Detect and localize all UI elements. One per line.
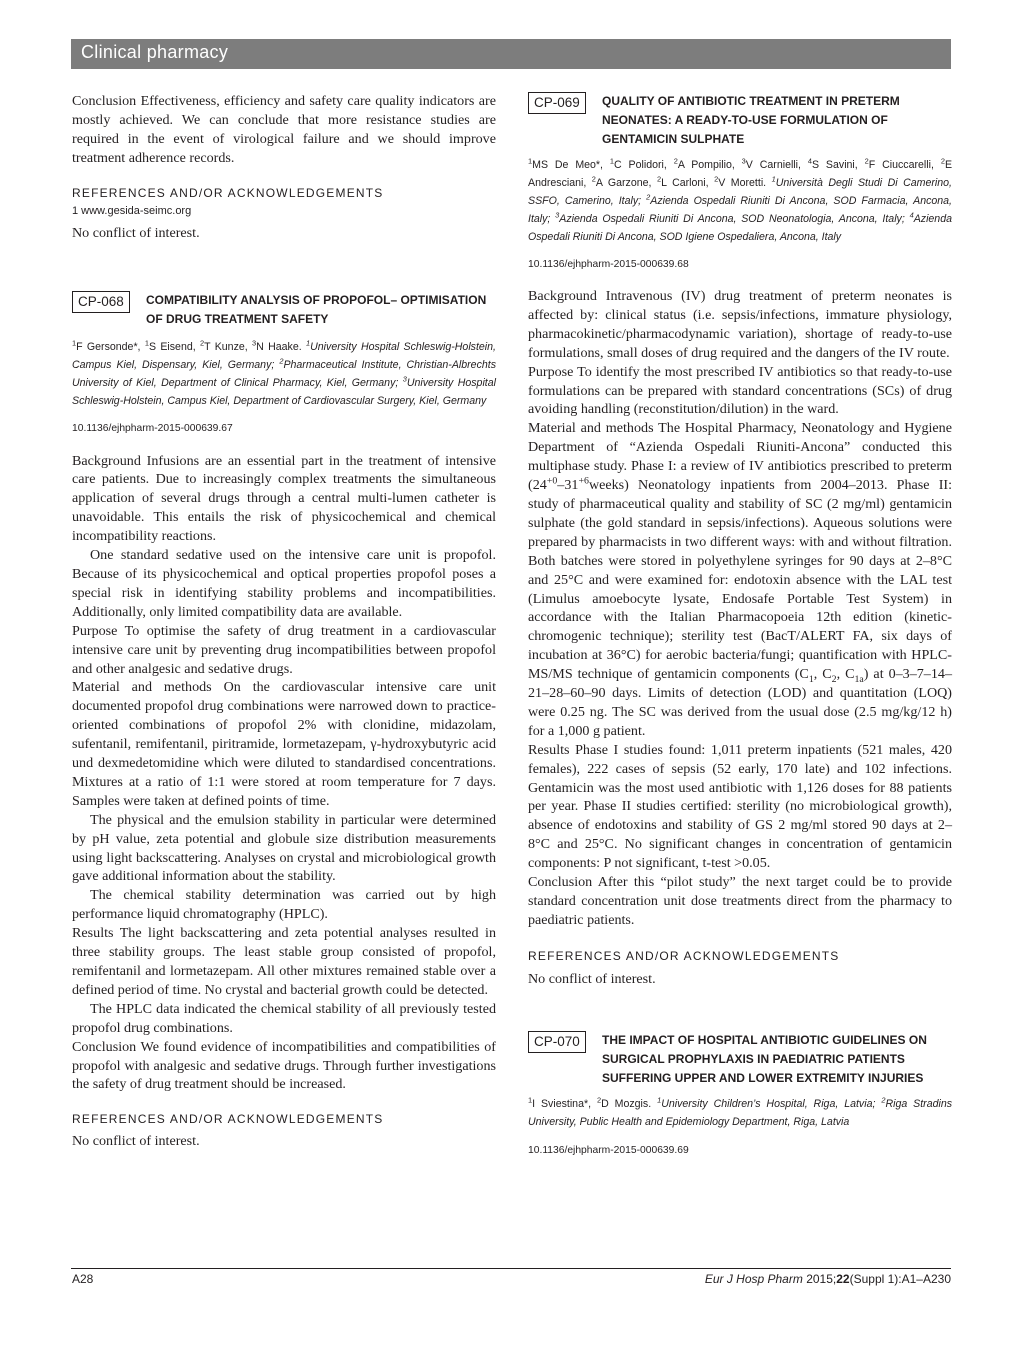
conclusion-lead: Conclusion bbox=[528, 874, 593, 891]
prev-conclusion bbox=[72, 92, 496, 168]
purpose-text: To optimise the safety of drug treatment in a cardiovascular intensive care unit by preventing drug incompatibilities between propofol and other analgesic and sedative drugs. bbox=[72, 622, 496, 677]
conclusion-text: After this “pilot study” the next target could be to provide standard concentration unit dose treatments direct from the pharmacy to paediatric patients. bbox=[528, 874, 953, 928]
references-heading: REFERENCES AND/OR ACKNOWLEDGEMENTS bbox=[72, 1112, 384, 1127]
background-text: Intravenous (IV) drug treatment of preterm neonates is affected by: clinical status (i.e. sepsis/infections, immature physiology, pharmacokinetic/pharmacodynamic variation), shortage of ready-to-use formulations, small doses of drug required and the dangers of the IV route. bbox=[528, 288, 952, 361]
reference-item: 1 www.gesida-seimc.org bbox=[72, 204, 192, 217]
journal-pages: (Suppl 1):A1–A230 bbox=[849, 1272, 951, 1286]
conflict-statement: No conflict of interest. bbox=[72, 224, 200, 241]
journal-year: 2015; bbox=[806, 1272, 837, 1286]
conclusion-lead: Conclusion bbox=[72, 1038, 137, 1055]
section-title: Clinical pharmacy bbox=[81, 42, 229, 62]
conflict-statement: No conflict of interest. bbox=[528, 970, 656, 987]
purpose-text: To identify the most prescribed IV antibiotics so that ready-to-use formulations can be prepared with standard concentrations (SCs) of drug avoiding handling (reconstitution/dilution) in the ward. bbox=[528, 363, 952, 418]
background-lead: Background bbox=[528, 288, 597, 304]
section-header-bar bbox=[71, 39, 951, 69]
references-heading: REFERENCES AND/OR ACKNOWLEDGEMENTS bbox=[528, 948, 840, 963]
journal-citation bbox=[705, 1272, 951, 1286]
background-paragraph-2: One standard sedative used on the intensive care unit is propofol. Because of its physicochemical and optical properties propofol poses a special risk in identifying stability problems and incompatibilities. Additionally, only limited compatibility data are available. bbox=[72, 547, 496, 620]
methods-text: On the cardiovascular intensive care unit documented propofol drug combinations were narrowed down to practice-oriented combinations of propofol 2% with clonidine, midazolam, sufentanil, remifentanil, piritramide, lormetazepam, γ-hydroxybutyric acid und dexmedetomidine which were diluted to standardised concentrations. Mixtures at a ratio of 1:1 were stored at room temperature for 7 days. Samples were taken at defined points of time. bbox=[72, 679, 496, 809]
conflict-statement: No conflict of interest. bbox=[72, 1133, 200, 1150]
purpose-paragraph bbox=[72, 622, 496, 679]
methods-lead: Material and methods bbox=[528, 420, 654, 437]
background-paragraph bbox=[528, 287, 952, 363]
results-lead: Results bbox=[72, 925, 114, 942]
abstract-id: CP-070 bbox=[528, 1031, 586, 1053]
abstract-header-cp070 bbox=[528, 1031, 952, 1088]
abstract-authors: $^1$I Sviestina*, $^2$D Mozgis. $^1$University Children’s Hospital, Riga, Latvia; $^2$Riga Stradins University, Public Health and Epidemiology Department, Riga, Latvia bbox=[528, 1095, 953, 1128]
purpose-paragraph bbox=[528, 363, 952, 420]
purpose-lead: Purpose bbox=[72, 622, 118, 639]
conclusion-text: We found evidence of incompatibilities and compatibilities of propofol with analgesic and sedative drugs. Through further investigations the safety of drug treatment should be increased. bbox=[72, 1038, 496, 1093]
results-lead: Results bbox=[528, 741, 570, 758]
methods-paragraph-2: The physical and the emulsion stability in particular were determined by pH value, zeta potential and globule size distribution measurements using light backscattering. Analyses on crystal and microbiological growth gave additional information about the stability. bbox=[72, 811, 496, 885]
abstract-id: CP-069 bbox=[528, 92, 586, 114]
abstract-doi: 10.1136/ejhpharm-2015-000639.68 bbox=[528, 259, 689, 270]
methods-lead: Material and methods bbox=[72, 679, 212, 696]
results-paragraph bbox=[72, 924, 496, 1000]
footer-rule bbox=[71, 1268, 951, 1269]
references-heading: REFERENCES AND/OR ACKNOWLEDGEMENTS bbox=[72, 185, 384, 200]
methods-paragraph-3: The chemical stability determination was carried out by high performance liquid chromatography (HPLC). bbox=[72, 887, 496, 923]
results-paragraph-2: The HPLC data indicated the chemical stability of all previously tested propofol drug combinations. bbox=[72, 1000, 496, 1036]
results-paragraph bbox=[528, 741, 952, 873]
left-column bbox=[72, 92, 496, 1151]
purpose-lead: Purpose bbox=[528, 363, 574, 380]
abstract-title: THE IMPACT OF HOSPITAL ANTIBIOTIC GUIDELINES ON SURGICAL PROPHYLAXIS IN PAEDIATRIC PATIENTS SUFFERING UPPER AND LOWER EXTREMITY INJURIES bbox=[602, 1032, 927, 1085]
abstract-authors: $^1$MS De Meo*, $^1$C Polidori, $^2$A Pompilio, $^3$V Carnielli, $^4$S Savini, $^2$F Ciuccarelli, $^2$E Andresciani, $^2$A Garzone, $^2$L Carloni, $^2$V Moretti. $^1$Università Degli Studi Di Camerino, SSFO, Camerino, Italy; $^2$Azienda Ospedali Riuniti Di Ancona, SOD Farmacia, Ancona, Italy; $^3$Azienda Ospedali Riuniti Di Ancona, SOD Neonatologia, Ancona, Italy; $^4$Azienda Ospedali Riuniti Di Ancona, SOD Igiene Ospedaliera, Ancona, Italy bbox=[528, 156, 953, 243]
conclusion-paragraph bbox=[72, 1038, 496, 1095]
methods-paragraph bbox=[72, 678, 496, 810]
abstract-doi: 10.1136/ejhpharm-2015-000639.69 bbox=[528, 1144, 689, 1156]
abstract-doi: 10.1136/ejhpharm-2015-000639.67 bbox=[72, 422, 233, 434]
conclusion-paragraph bbox=[528, 873, 952, 930]
page-number: A28 bbox=[72, 1272, 94, 1286]
abstract-header-cp069 bbox=[528, 92, 952, 149]
results-text: The light backscattering and zeta potential analyses resulted in three stability groups. The least stable group consisted of propofol, remifentanil and lormetazepam. All other mixtures remained stable over a defined period of time. No crystal and bacterial growth could be detected. bbox=[72, 925, 496, 998]
journal-volume: 22 bbox=[836, 1272, 850, 1286]
journal-name: Eur J Hosp Pharm bbox=[704, 1272, 803, 1286]
conclusion-text: Effectiveness, efficiency and safety care quality indicators are mostly achieved. We can conclude that more resistance studies are required in the event of virological failure and we should improve treatment adherence records. bbox=[72, 93, 496, 166]
methods-paragraph: Material and methods The Hospital Pharmacy, Neonatology and Hygiene Department of “Azienda Ospedali Riuniti-Ancona” conducted this multiphase study. Phase I: a review of IV antibiotics prescribed to preterm $(24^{+0}-31^{+6}weeks)$ Neonatology inpatients from 2004–2013. Phase II: study of pharmaceutical quality and stability of SC (2 mg/ml) gentamicin sulphate (the gold standard in sepsis/infections). Aqueous solutions were prepared by pharmacists in two different ways: with and without filtration. Both batches were stored in polyethylene syringes for 90 days at 2–8°C and 25°C and were examined for: endotoxin absence with the LAL test (Limulus amoebocyte lysate, Endosafe Portable Test System) in accordance with the Italian Pharmacopoeia 12th edition (kinetic-chromogenic technique); sterility test (BacT/ALERT FA, six days of incubation at 36°C) for aerobic bacteria/fungi; quantification with HPLC-MS/MS technique of gentamicin components ($C_1$, $C_2$, $C_{1a}$) at 0–3–7–14–21–28–60–90 days. Limits of detection (LOD) and quantitation (LOQ) were 0.25 ng. The SC was derived from the usual dose (2.5 mg/kg/12 h) for a 1,000 g patient. bbox=[528, 420, 952, 739]
abstract-authors: $^1$F Gersonde*, $^1$S Eisend, $^2$T Kunze, $^3$N Haake. $^1$University Hospital Schleswig-Holstein, Campus Kiel, Dispensary, Kiel, Germany; $^2$Pharmaceutical Institute, Christian-Albrechts University of Kiel, Department of Clinical Pharmacy, Kiel, Germany; $^3$University Hospital Schleswig-Holstein, Campus Kiel, Department of Cardiovascular Surgery, Kiel, Germany bbox=[72, 338, 496, 407]
abstract-header-cp068 bbox=[72, 291, 496, 329]
background-lead: Background bbox=[72, 452, 141, 469]
abstract-id: CP-068 bbox=[72, 291, 130, 313]
abstract-title: COMPATIBILITY ANALYSIS OF PROPOFOL– OPTIMISATION OF DRUG TREATMENT SAFETY bbox=[146, 292, 487, 326]
background-paragraph bbox=[72, 452, 496, 547]
conclusion-lead: Conclusion bbox=[72, 93, 137, 109]
abstract-title: QUALITY OF ANTIBIOTIC TREATMENT IN PRETERM NEONATES: A READY-TO-USE FORMULATION OF GENTAMICIN SULPHATE bbox=[602, 94, 900, 146]
background-text: Infusions are an essential part in the treatment of intensive care patients. Due to increasingly complex treatments the simultaneous application of several drugs through a central multi-lumen catheter is unavoidable. This entails the risk of physicochemical and chemical incompatibility reactions. bbox=[72, 452, 497, 545]
results-text: Phase I studies found: 1,011 preterm inpatients (521 males, 420 females), 222 cases of sepsis (52 early, 170 late) and 102 infections. Gentamicin was the most used antibiotic with 1,126 doses for 88 patients per year. Phase II studies certified: sterility (no microbiological growth), absence of endotoxins and stability of GS 2 mg/ml stored 90 days at 2–8°C and 25°C. No significant changes in concentration of gentamicin components: P not significant, t-test >0.05. bbox=[528, 741, 952, 872]
right-column bbox=[528, 92, 952, 1156]
